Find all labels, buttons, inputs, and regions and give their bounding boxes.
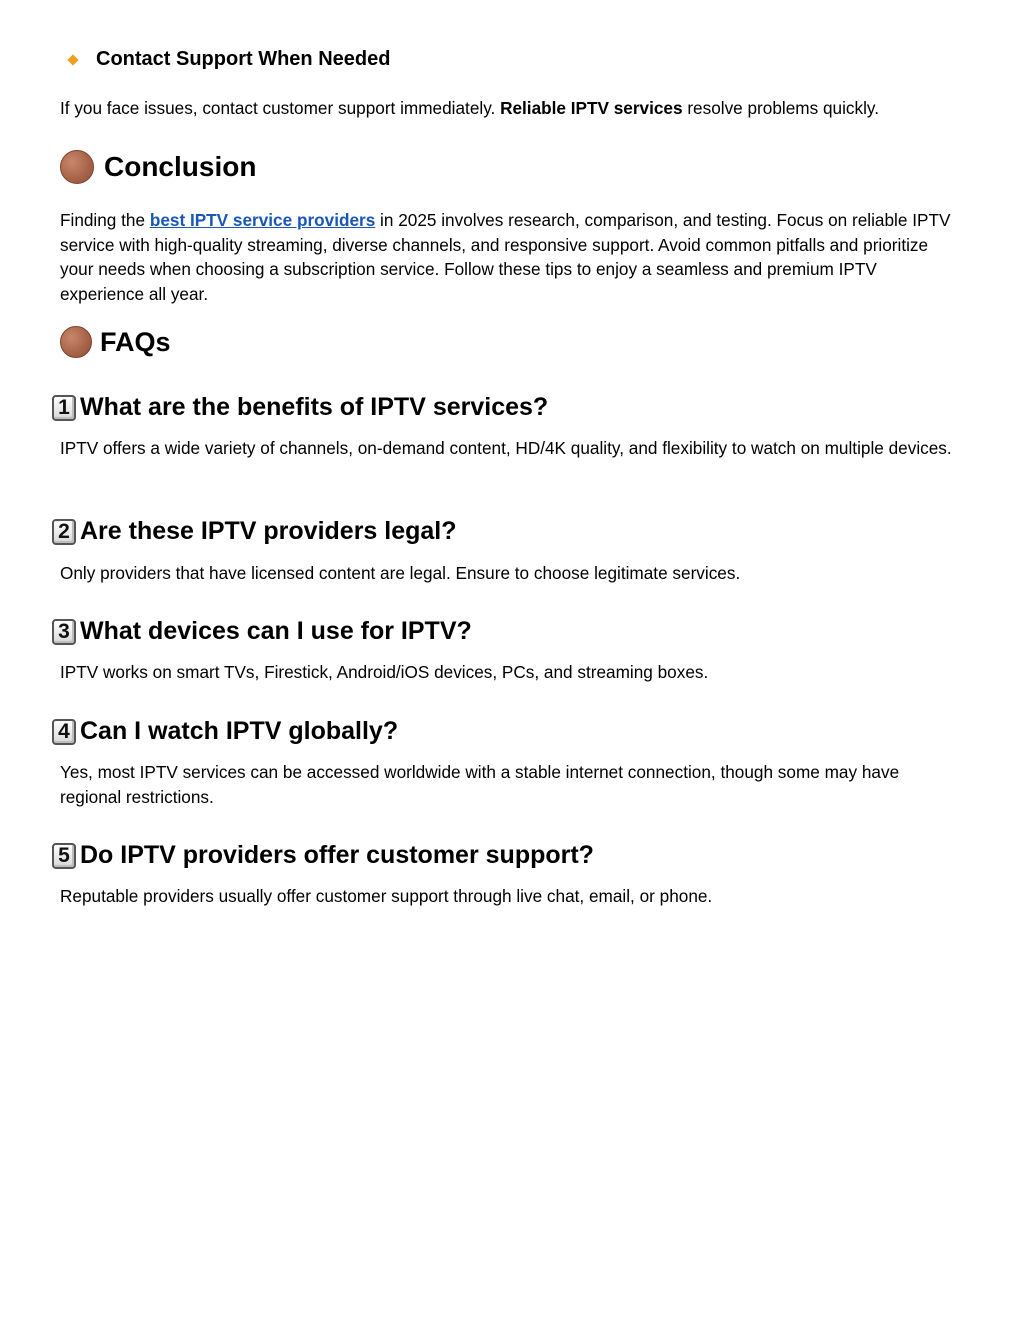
faq-question <box>52 841 594 870</box>
faq-answer: IPTV offers a wide variety of channels, on-demand content, HD/4K quality, and flexibility to watch on multiple devices. <box>60 438 952 458</box>
keycap-digit-icon: 3 <box>52 619 76 645</box>
contact-support-heading <box>65 48 390 71</box>
contact-support-paragraph <box>60 96 965 121</box>
faq-question-text: What devices can I use for IPTV? <box>80 617 472 645</box>
faq-question <box>52 617 472 646</box>
brown-circle-icon <box>60 150 94 184</box>
faq-answer: IPTV works on smart TVs, Firestick, Android/iOS devices, PCs, and streaming boxes. <box>60 662 709 682</box>
faq-answer: Yes, most IPTV services can be accessed worldwide with a stable internet connection, though some may have regional restrictions. <box>60 762 900 807</box>
faq-question <box>52 393 548 422</box>
keycap-digit-icon: 4 <box>52 719 76 745</box>
conclusion-paragraph <box>60 208 965 306</box>
conclusion-text-before: Finding the <box>60 210 150 230</box>
conclusion-heading <box>60 150 256 184</box>
faq-question <box>52 517 457 546</box>
orange-diamond-icon <box>67 54 78 65</box>
faqs-heading-text: FAQs <box>100 326 171 357</box>
contact-text-after: resolve problems quickly. <box>682 98 880 118</box>
keycap-digit-icon: 2 <box>52 519 76 545</box>
faq-answer: Reputable providers usually offer customer support through live chat, email, or phone. <box>60 886 713 906</box>
contact-text-bold: Reliable IPTV services <box>500 98 683 118</box>
faqs-heading <box>60 326 171 358</box>
conclusion-text-after: in 2025 involves research, comparison, and testing. Focus on reliable IPTV service with high-quality streaming, diverse channels, and responsive support. Avoid common pitfalls and prioritize your needs when choosing a subscription service. Follow these tips to enjoy a seamless and premium IPTV experience all year. <box>60 210 951 304</box>
faq-question-text: Can I watch IPTV globally? <box>80 717 399 745</box>
brown-circle-icon <box>60 326 92 358</box>
faq-question-text: What are the benefits of IPTV services? <box>80 393 549 421</box>
contact-text-before: If you face issues, contact customer support immediately. <box>60 98 501 118</box>
faq-question-text: Do IPTV providers offer customer support? <box>80 841 594 869</box>
conclusion-heading-text: Conclusion <box>104 151 257 182</box>
keycap-digit-icon: 5 <box>52 843 76 869</box>
keycap-digit-icon: 1 <box>52 395 76 421</box>
faq-question <box>52 717 398 746</box>
faq-question-text: Are these IPTV providers legal? <box>80 517 457 545</box>
contact-support-heading-text: Contact Support When Needed <box>96 48 391 70</box>
faq-answer: Only providers that have licensed content are legal. Ensure to choose legitimate services. <box>60 563 741 583</box>
best-iptv-providers-link[interactable]: best IPTV service providers <box>149 210 376 230</box>
